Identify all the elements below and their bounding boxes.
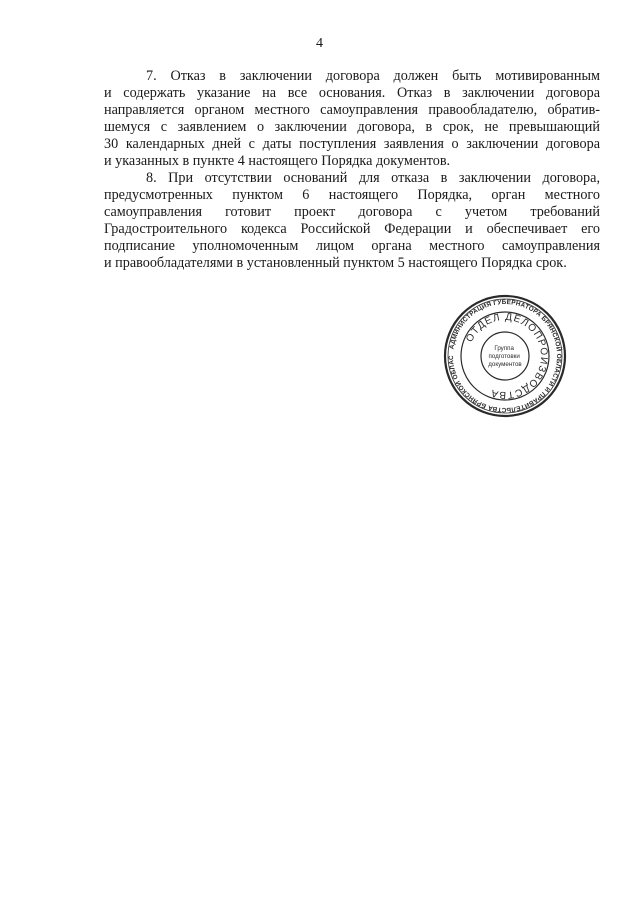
paragraph-line: и указанных в пункте 4 настоящего Порядка документов.	[104, 153, 451, 169]
paragraph-8	[104, 170, 600, 272]
paragraph-line: и правообладателями в установленный пунктом 5 настоящего Порядка срок.	[104, 255, 567, 271]
official-stamp	[443, 294, 567, 418]
paragraph-line: направляется органом местного самоуправления правообладателю, обратив-	[104, 102, 600, 118]
stamp-seal-graphic	[443, 294, 567, 418]
paragraph-line: шемуся с заявлением о заключении договора, в срок, не превышающий	[104, 119, 600, 135]
paragraph-line: и содержать указание на все основания. Отказ в заключении договора	[104, 85, 600, 101]
paragraph-line: 7. Отказ в заключении договора должен быть мотивированным	[146, 68, 600, 84]
paragraph-line: Градостроительного кодекса Российской Федерации и обеспечивает его	[104, 221, 600, 237]
stamp-center-text: Группа подготовки документов	[488, 345, 522, 368]
paragraph-line: 8. При отсутствии оснований для отказа в заключении договора,	[146, 170, 600, 186]
stamp-inner-text: ОТДЕЛ ДЕЛОПРОИЗВОДСТВА	[464, 311, 550, 401]
page-number: 4	[316, 36, 323, 51]
document-body	[104, 68, 600, 272]
paragraph-line: самоуправления готовит проект договора с учетом требований	[104, 204, 600, 220]
paragraph-line: предусмотренных пунктом 6 настоящего Порядка, орган местного	[104, 187, 600, 203]
paragraph-line: подписание уполномоченным лицом органа местного самоуправления	[104, 238, 600, 254]
stamp-outer-text: АДМИНИСТРАЦИЯ ГУБЕРНАТОРА БРЯНСКОЙ ОБЛАСТИ И ПРАВИТЕЛЬСТВА БРЯНСКОЙ ОБЛАС	[447, 298, 563, 414]
paragraph-line: 30 календарных дней с даты поступления заявления о заключении договора	[104, 136, 600, 152]
paragraph-7	[104, 68, 600, 170]
